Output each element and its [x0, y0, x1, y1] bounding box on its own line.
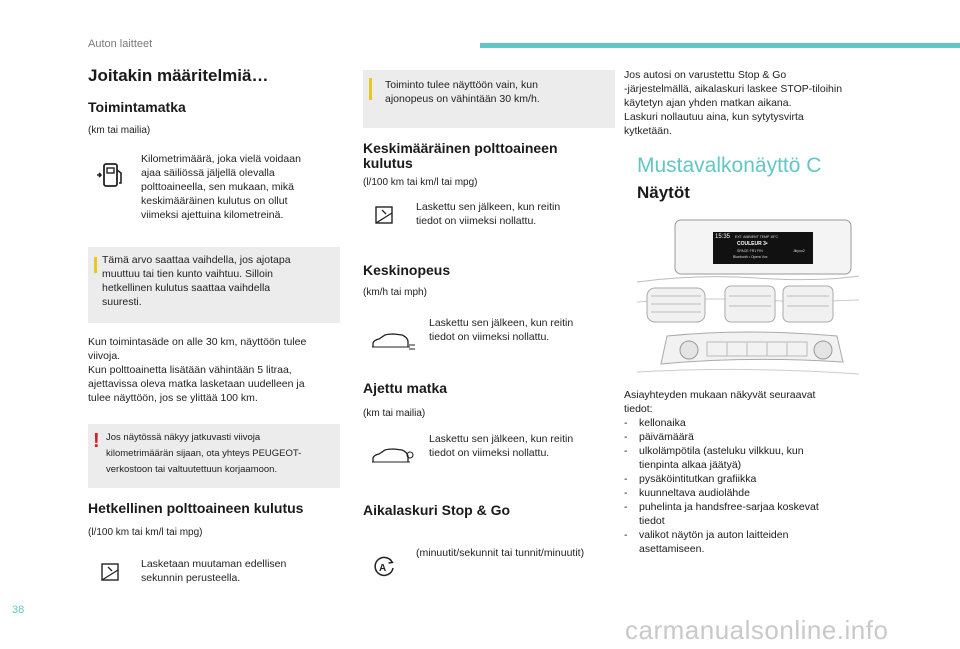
range-text: Kun toimintasäde on alle 30 km, näyttöön tulee viivoja. Kun polttoainetta lisätään vähintään 5 litraa, ajettavissa oleva matka lasketaan uudelleen ja tulee näyttöön, jos se ylittää 100 km. — [88, 336, 307, 404]
range-unit: (km tai mailia) — [88, 125, 151, 136]
car-distance-icon — [370, 446, 416, 473]
avg-speed-heading: Keskinopeus — [363, 262, 451, 278]
page-title: Joitakin määritelmiä… — [88, 66, 269, 85]
section-header: Auton laitteet — [88, 38, 153, 50]
warning-note: ! Jos näytössä näkyy jatkuvasti viivoja kilometrimäärän sijaan, ota yhteys PEUGEOT- verkostoon tai valtuutettuun korjaamoon. — [88, 424, 340, 488]
list-item: - ulkolämpötila (asteluku vilkkuu, kun tienpinta alkaa jäätyä) — [624, 444, 864, 472]
list-item: - kellonaika — [624, 416, 864, 430]
list-item: - puhelinta ja handsfree-sarjaa koskevat tiedot — [624, 500, 864, 528]
list-item: - kuunneltava audiolähde — [624, 486, 864, 500]
screen-right: Jikyoo2 — [793, 249, 805, 253]
fuel-gauge-crossed-icon — [374, 205, 394, 230]
screen-line1: EXT. AMBIENT TEMP 18°C — [735, 235, 779, 239]
avg-consumption-unit: (l/100 km tai km/l tai mpg) — [363, 177, 478, 188]
screen-station: COULEUR 3• — [737, 241, 768, 247]
screen-line4: Bluetooth • Opera Vox — [733, 255, 768, 259]
avg-consumption-heading: Keskimääräinen polttoaineen kulutus — [363, 140, 558, 171]
fuel-pump-range-icon — [94, 160, 128, 199]
watermark: carmanualsonline.info — [625, 615, 889, 645]
info-note-range: Tämä arvo saattaa vaihdella, jos ajotapa muuttuu tai tien kunto vaihtuu. Silloin hetkellinen kulutus saattaa vaihdella suuresti. — [88, 247, 340, 323]
screen-line3: SPACE FR1 FIN — [737, 249, 763, 253]
avg-speed-unit: (km/h tai mph) — [363, 287, 427, 298]
header-accent-bar — [480, 43, 960, 48]
stopgo-intro: Jos autosi on varustettu Stop & Go -järjestelmällä, aikalaskuri laskee STOP-tiloihin käytetyn ajan yhden matkan aikana. Laskuri nollautuu aina, kun sytytysvirta kytketään. — [624, 69, 843, 137]
avg-speed-description: Laskettu sen jälkeen, kun reitin tiedot on viimeksi nollattu. — [429, 317, 574, 343]
distance-unit: (km tai mailia) — [363, 408, 426, 419]
distance-description: Laskettu sen jälkeen, kun reitin tiedot on viimeksi nollattu. — [429, 433, 574, 459]
warning-exclamation-icon: ! — [93, 430, 100, 452]
distance-heading: Ajettu matka — [363, 380, 448, 396]
svg-text:A: A — [379, 563, 387, 574]
fuel-gauge-crossed-icon — [100, 562, 120, 587]
avg-consumption-description: Laskettu sen jälkeen, kun reitin tiedot on viimeksi nollattu. — [416, 201, 561, 227]
info-note-speed: Toiminto tulee näyttöön vain, kun ajonopeus on vähintään 30 km/h. — [363, 70, 615, 128]
info-bar-icon — [369, 78, 372, 100]
list-item: - pysäköintitutkan grafiikka — [624, 472, 864, 486]
instant-heading: Hetkellinen polttoaineen kulutus — [88, 500, 304, 516]
display-info-list: Asiayhteyden mukaan näkyvät seuraavat tiedot: - kellonaika - päivämäärä - ulkolämpötila (asteluku vilkkuu, kun tienpinta alkaa jäätyä) - pysäköintitutkan grafiikka - kuunneltava audiolähde - puhelinta ja handsfree-sarjaa koskevat tiedot - valikot näytön ja auton laitteiden asettamiseen. — [624, 388, 864, 556]
dashboard-illustration — [637, 212, 859, 384]
instant-description: Lasketaan muutaman edellisen sekunnin perusteella. — [141, 558, 287, 584]
range-heading: Toimintamatka — [88, 99, 186, 115]
stopgo-heading: Aikalaskuri Stop & Go — [363, 502, 511, 518]
stopgo-unit: (minuutit/sekunnit tai tunnit/minuutit) — [416, 547, 585, 559]
subsection-title: Näytöt — [637, 183, 690, 202]
stop-go-timer-icon — [372, 554, 396, 583]
instant-unit: (l/100 km tai km/l tai mpg) — [88, 527, 203, 538]
info-bar-icon — [94, 257, 97, 273]
page-number: 38 — [12, 604, 25, 616]
screen-time: 15:35 — [715, 234, 731, 240]
list-item: - valikot näytön ja auton laitteiden asettamiseen. — [624, 528, 864, 556]
section-title: Mustavalkonäyttö C — [637, 154, 822, 177]
range-description: Kilometrimäärä, joka vielä voidaan ajaa säiliössä jäljellä olevalla polttoaineella, sen mukaan, mikä keskimääräinen kulutus on ollut viimeksi ajettuina kilometreinä. — [141, 153, 301, 221]
speedometer-car-icon — [370, 331, 416, 358]
list-item: - päivämäärä — [624, 430, 864, 444]
